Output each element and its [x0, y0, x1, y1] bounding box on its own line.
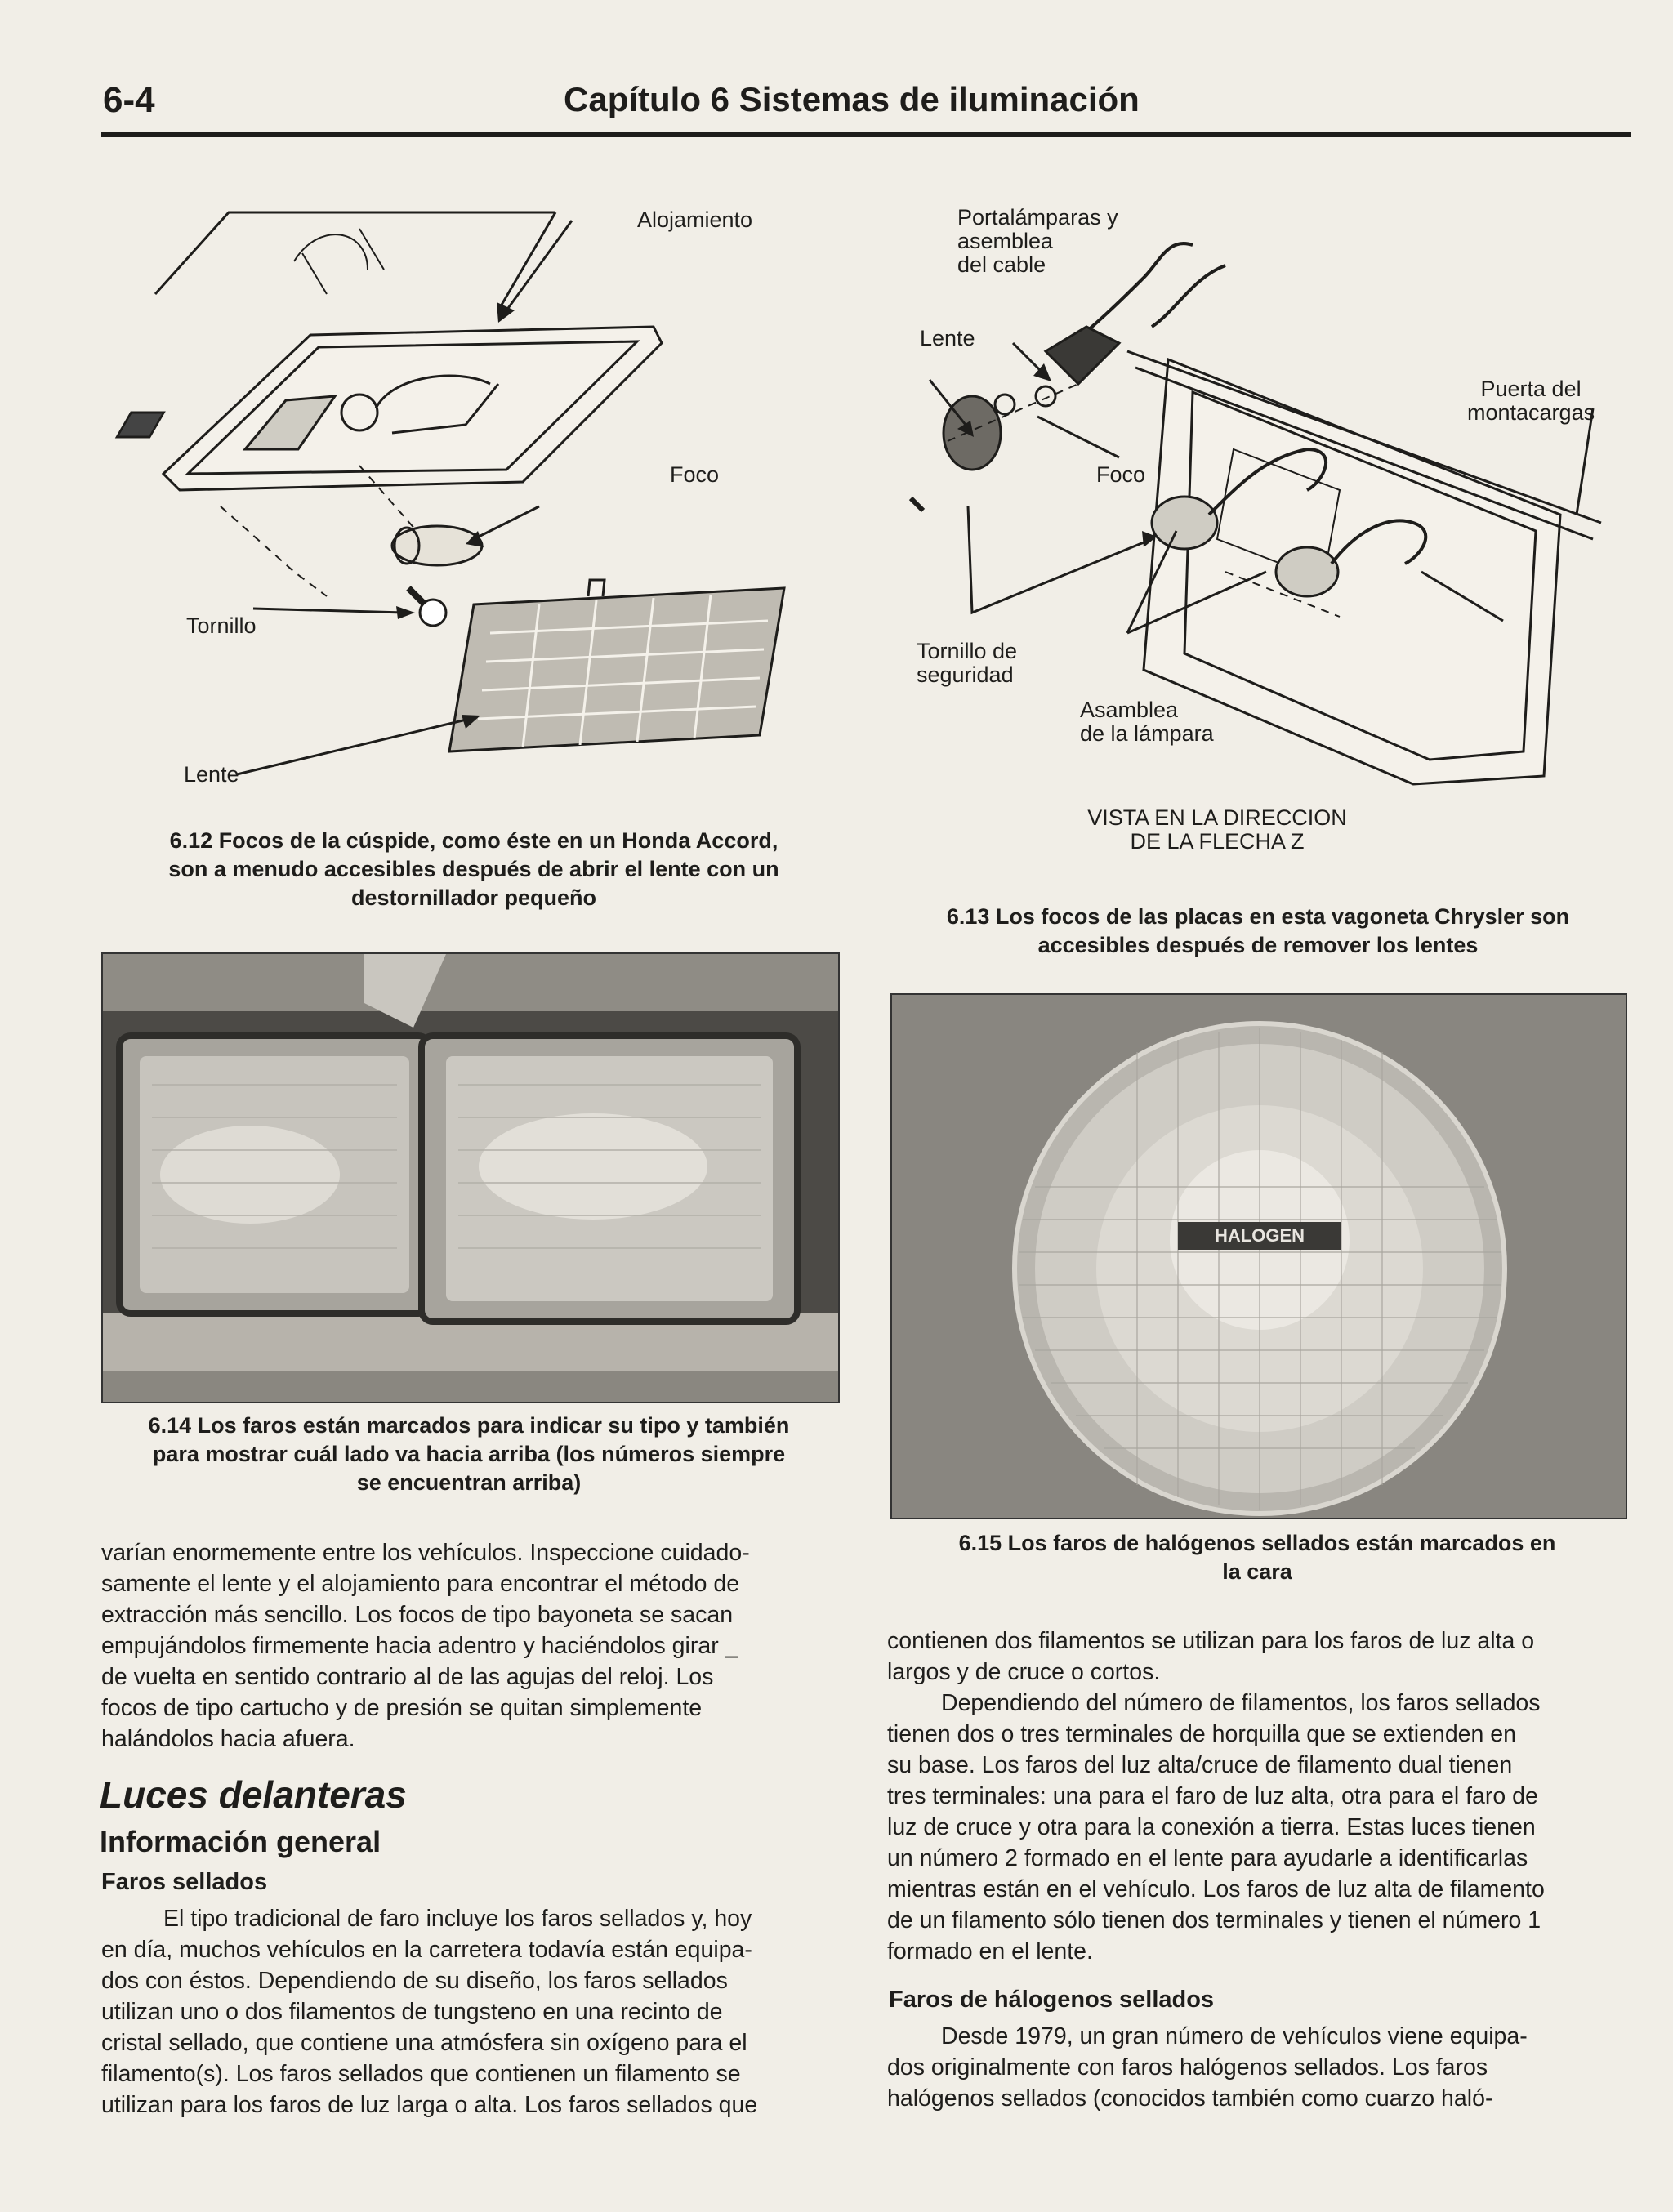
figure-6-15-halogen-headlight-photo: [890, 993, 1627, 1519]
subheading-faros-sellados: Faros sellados: [101, 1869, 268, 1895]
header-rule: [101, 132, 1631, 137]
label-bulb-613: Foco: [1096, 462, 1146, 487]
figure-6-12-caption: 6.12 Focos de la cúspide, como éste en un Honda Accord, son a menudo accesibles después de abrir el lente con un destornillador pequeño: [168, 828, 779, 910]
halogen-badge: HALOGEN: [1215, 1225, 1305, 1246]
chapter-title: Capítulo 6 Sistemas de iluminación: [564, 80, 1140, 118]
right-terminals-paragraph: Dependiendo del número de filamentos, los faros sellados tienen dos o tres terminales de horquilla que se extienden en su base. Los faros del luz alta/cruce de filamento dual tienen tres terminales: una para el faro de luz alta, otra para el faro de luz de cruce y otra para la conexión a tierra. Estas luces tienen un número 2 formado en el lente para ayudarle a identificarlas mientras están en el vehículo. Los faros de luz alta de filamento de un filamento sólo tienen dos terminales y tienen el número 1 formado en el lente.: [887, 1690, 1545, 1964]
figure-6-15-caption: 6.15 Los faros de halógenos sellados están marcados en la cara: [958, 1531, 1556, 1584]
label-socket-assembly: Portalámparas y asemblea del cable: [957, 205, 1118, 277]
label-lens-613: Lente: [920, 326, 975, 350]
figure-6-14-headlights-photo: [101, 952, 840, 1403]
right-intro-paragraph: contienen dos filamentos se utilizan para los faros de luz alta o largos y de cruce o cortos.: [887, 1628, 1535, 1685]
section-heading-luces-delanteras: Luces delanteras: [100, 1773, 407, 1816]
left-intro-paragraph: varían enormemente entre los vehículos. Inspeccione cuidado- samente el lente y el alojamiento para encontrar el método de extracción más sencillo. Los focos de tipo bayoneta se sacan empujándolos firmemente hacia adentro y haciéndolos girar _ de vuelta en sentido contrario al de las agujas del reloj. Los focos de tipo cartucho y de presión se quitan simplemente halándolos hacia afuera.: [101, 1540, 750, 1752]
figure-6-13-license-plate-light-diagram: [882, 188, 1634, 841]
label-tailgate-door: Puerta del montacargas: [1467, 377, 1595, 425]
label-lens: Lente: [184, 762, 239, 787]
subsection-heading-informacion-general: Información general: [100, 1825, 381, 1858]
figure-6-13-caption: 6.13 Los focos de las placas en esta vagoneta Chrysler son accesibles después de remover los lentes: [946, 904, 1570, 957]
page-number: 6-4: [103, 80, 155, 120]
label-view-direction: VISTA EN LA DIRECCION DE LA FLECHA Z: [1087, 805, 1347, 854]
right-halogen-paragraph: Desde 1979, un gran número de vehículos viene equipa- dos originalmente con faros halógenos sellados. Los faros halógenos sellados (conocidos también como cuarzo haló-: [887, 2023, 1528, 2112]
left-faros-sellados-paragraph: El tipo tradicional de faro incluye los faros sellados y, hoy en día, muchos vehículos en la carretera todavía están equipa- dos con éstos. Dependiendo de su diseño, los faros sellados utilizan uno o dos filamentos de tungsteno en una recinto de cristal sellado, que contiene una atmósfera sin oxígeno para el filamento(s). Los faros sellados que contienen un filamento se utilizan para los faros de luz larga o alta. Los faros sellados que: [101, 1906, 758, 2118]
figure-6-14-caption: 6.14 Los faros están marcados para indicar su tipo y también para mostrar cuál lado va hacia arriba (los números siempre se encuentran arriba): [148, 1413, 790, 1495]
label-security-screw: Tornillo de seguridad: [917, 639, 1018, 687]
label-lamp-assembly: Asamblea de la lámpara: [1080, 698, 1214, 746]
subheading-faros-halogenos-sellados: Faros de hálogenos sellados: [889, 1987, 1215, 2013]
figure-6-12-dome-light-diagram: [114, 180, 833, 809]
label-housing: Alojamiento: [637, 207, 753, 232]
label-bulb: Foco: [670, 462, 720, 487]
label-screw: Tornillo: [186, 613, 257, 638]
